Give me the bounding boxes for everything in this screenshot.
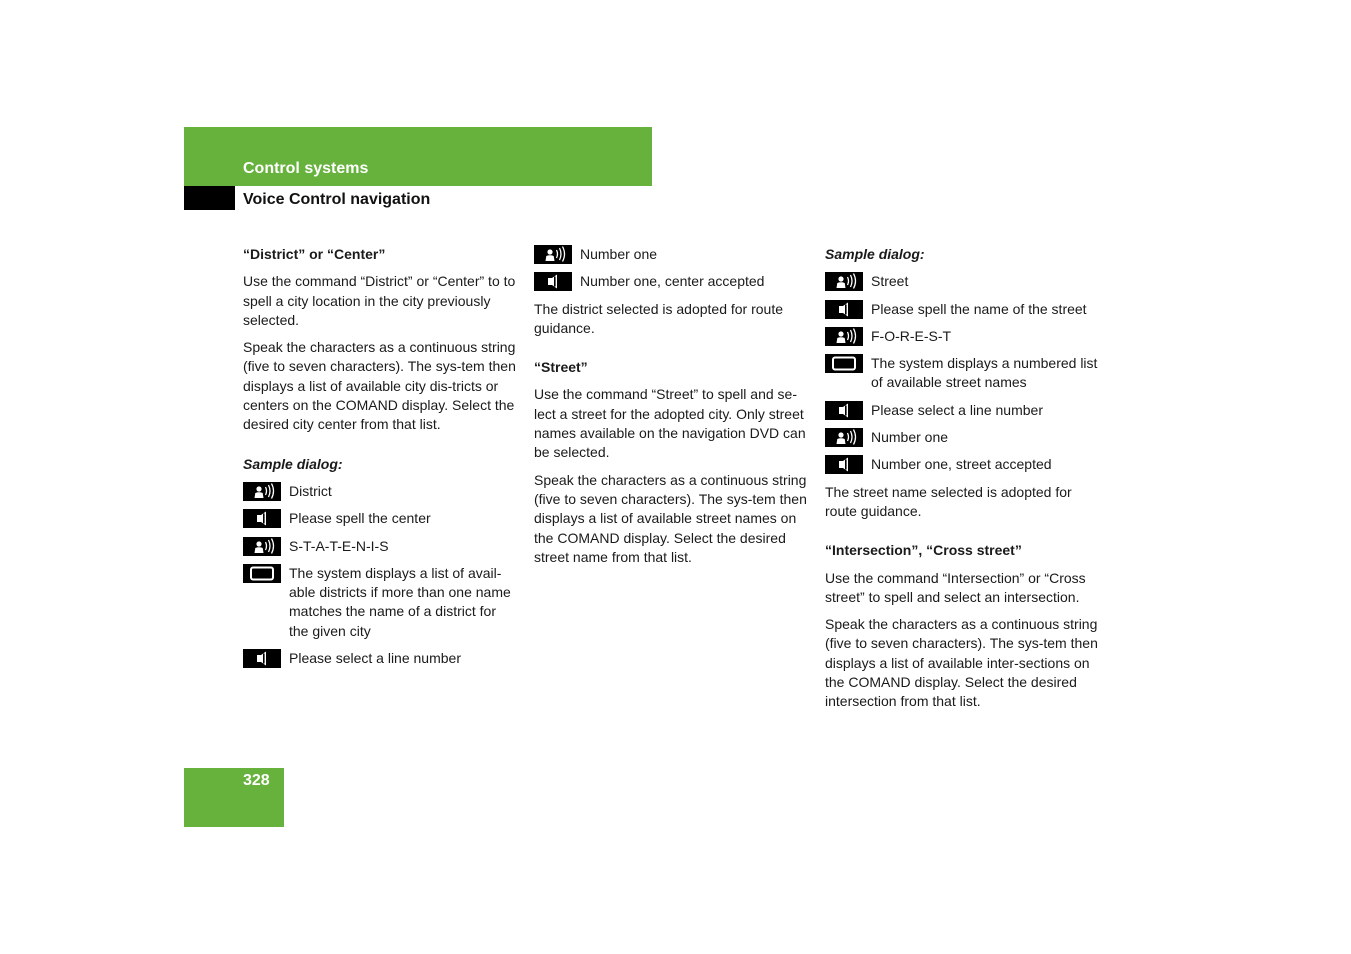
system-speaker-icon [243, 509, 281, 528]
section-title: Control systems [243, 160, 369, 177]
dialog-text: Number one [871, 429, 949, 446]
system-speaker-icon [825, 401, 863, 420]
dialog-text: Please select a line number [871, 401, 1043, 418]
dialog-text: Number one, center accepted [580, 273, 765, 290]
dialog-row [825, 428, 1101, 447]
sample-dialog-label: Sample dialog: [243, 455, 343, 472]
dialog-text: F-O-R-E-S-T [871, 327, 952, 344]
district-heading: “District” or “Center” [243, 246, 386, 262]
dialog-row [825, 300, 1101, 319]
dialog-row [825, 272, 1101, 291]
dialog-row [825, 327, 1101, 346]
column-1 [243, 245, 519, 676]
display-screen-icon [243, 564, 281, 583]
system-speaker-icon [534, 272, 572, 291]
column-3 [825, 245, 1101, 720]
dialog-row [243, 482, 519, 501]
dialog-row [534, 272, 810, 291]
page-title: Voice Control navigation [243, 191, 431, 208]
voice-command-icon [825, 428, 863, 447]
dialog-row [534, 245, 810, 264]
column-2 [534, 245, 810, 575]
dialog-text: Please select a line number [289, 650, 461, 667]
system-speaker-icon [825, 300, 863, 319]
dialog-text: Please spell the name of the street [871, 300, 1087, 317]
dialog-text: The system displays a numbered list of available street names [871, 355, 1098, 391]
voice-command-icon [243, 482, 281, 501]
intersection-para-1: Use the command “Intersection” or “Cross street” to spell and select an intersection. [825, 569, 1086, 605]
system-speaker-icon [825, 455, 863, 474]
voice-command-icon [243, 537, 281, 556]
dialog-row [825, 354, 1101, 393]
dialog-text: S-T-A-T-E-N-I-S [289, 537, 389, 554]
street-adopted-text: The street name selected is adopted for route guidance. [825, 483, 1072, 519]
voice-command-icon [534, 245, 572, 264]
dialog-text: Please spell the center [289, 510, 431, 527]
district-para-1: Use the command “District” or “Center” to to spell a city location in the city previously selected. [243, 273, 516, 328]
dialog-row [243, 537, 519, 556]
district-para-2: Speak the characters as a continuous string (five to seven characters). The sys-tem then displays a list of available city dis-tricts or centers on the COMAND display. Select the desired city center from that list. [243, 339, 516, 433]
dialog-row [243, 649, 519, 668]
dialog-row [243, 564, 519, 641]
dialog-list [534, 245, 810, 292]
dialog-text: Number one [580, 246, 658, 262]
dialog-text: Number one, street accepted [871, 456, 1052, 473]
intersection-heading: “Intersection”, “Cross street” [825, 542, 1022, 559]
dialog-text: Street [871, 273, 909, 290]
district-adopted-text: The district selected is adopted for route guidance. [534, 300, 784, 336]
voice-command-icon [825, 272, 863, 291]
voice-command-icon [825, 327, 863, 346]
street-para-2: Speak the characters as a continuous string (five to seven characters). The sys-tem then displays a list of available street names on the COMAND display. Select the desired street name from that list. [534, 471, 807, 565]
dialog-list [243, 482, 519, 668]
dialog-row [825, 401, 1101, 420]
intersection-para-2: Speak the characters as a continuous string (five to seven characters). The sys-tem then displays a list of available inter-sections on the COMAND display. Select the desired intersection from that list. [825, 616, 1098, 710]
dialog-row [243, 509, 519, 528]
dialog-list [825, 272, 1101, 474]
dialog-row [825, 455, 1101, 474]
sample-dialog-label: Sample dialog: [825, 246, 925, 262]
page-number: 328 [243, 772, 270, 789]
system-speaker-icon [243, 649, 281, 668]
street-para-1: Use the command “Street” to spell and se-lect a street for the adopted city. Only street names available on the navigation DVD can be selected. [534, 386, 806, 461]
street-heading: “Street” [534, 359, 588, 376]
header-marker [184, 186, 235, 210]
dialog-text: District [289, 482, 332, 499]
display-screen-icon [825, 354, 863, 373]
dialog-text: The system displays a list of avail-able districts if more than one name matches the name of a district for the given city [289, 564, 511, 639]
